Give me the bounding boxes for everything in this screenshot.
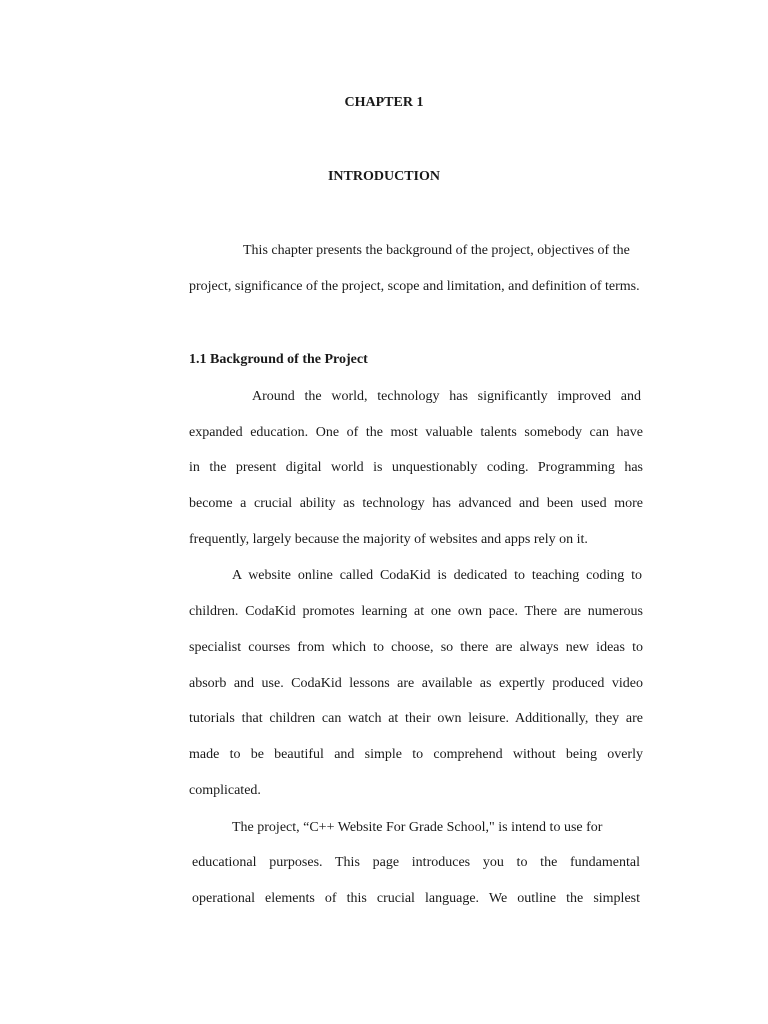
intro-line-1: This chapter presents the background of the project, objectives of the — [243, 243, 630, 258]
paragraph-2-line-4: absorb and use. CodaKid lessons are available as expertly produced video — [189, 676, 643, 691]
paragraph-2-line-5: tutorials that children can watch at their own leisure. Additionally, they are — [189, 711, 643, 726]
section-heading: 1.1 Background of the Project — [189, 352, 368, 367]
paragraph-2-line-3: specialist courses from which to choose, so there are always new ideas to — [189, 640, 643, 655]
paragraph-2-line-6: made to be beautiful and simple to comprehend without being overly — [189, 747, 643, 762]
paragraph-2-line-1: A website online called CodaKid is dedicated to teaching coding to — [232, 568, 642, 583]
paragraph-1-line-1: Around the world, technology has significantly improved and — [252, 389, 641, 404]
paragraph-1-line-3: in the present digital world is unquestionably coding. Programming has — [189, 460, 643, 475]
paragraph-1-line-2: expanded education. One of the most valuable talents somebody can have — [189, 425, 643, 440]
paragraph-1-line-4: become a crucial ability as technology has advanced and been used more — [189, 496, 643, 511]
chapter-title: INTRODUCTION — [327, 169, 440, 184]
intro-line-2: project, significance of the project, scope and limitation, and definition of terms. — [189, 279, 640, 294]
paragraph-3-line-3: operational elements of this crucial language. We outline the simplest — [192, 891, 640, 906]
paragraph-2-line-7: complicated. — [189, 783, 261, 798]
paragraph-3-line-1: The project, “C++ Website For Grade School," is intend to use for — [232, 820, 603, 835]
paragraph-2-line-2: children. CodaKid promotes learning at one own pace. There are numerous — [189, 604, 643, 619]
paragraph-1-line-5: frequently, largely because the majority of websites and apps rely on it. — [189, 532, 588, 547]
paragraph-3-line-2: educational purposes. This page introduces you to the fundamental — [192, 855, 640, 870]
chapter-label: CHAPTER 1 — [344, 95, 424, 110]
